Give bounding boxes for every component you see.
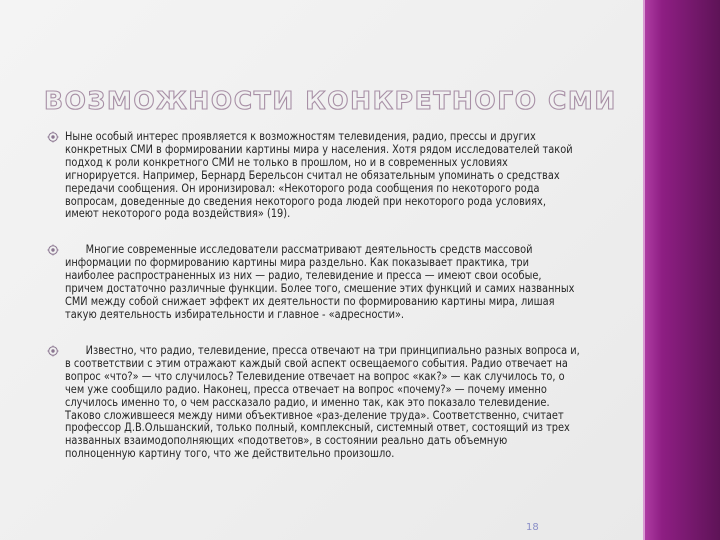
slide-title: ВОЗМОЖНОСТИ КОНКРЕТНОГО СМИ — [44, 86, 617, 115]
paragraph-1: Ныне особый интерес проявляется к возможностям телевидения, радио, прессы и других конкретных СМИ в формировании картины мира у населения. Хотя рядом исследователей такой подход к роли конкретного СМИ не только в прошлом, но и в современных условиях игнорируется. Например, Бернард Берельсон считал не обязательным упоминать о средствах передачи сообщения. Он иронизировал: «Некоторого рода сообщения по некоторого рода вопросам, доведенные до сведения некоторого рода людей при некоторого рода условиях, имеют некоторого рода воздействия» (19). — [65, 129, 573, 221]
page-number: 18 — [526, 522, 539, 533]
ornate-bullet-icon — [47, 131, 59, 143]
paragraph-2: Многие современные исследователи рассматривают деятельность средств массовой информации по формированию картины мира раздельно. Как показывает практика, три наиболее распространенных из них — радио, телевидение и пресса — имеют свои особые, причем достаточно различные функции. Более того, смешение этих функций и самих названных СМИ между собой снижает эффект их деятельности по формированию картины мира, лишая такую деятельность избирательности и главное - «адресности». — [65, 242, 575, 321]
paragraph-3: Известно, что радио, телевидение, пресса отвечают на три принципиально разных вопроса и, в соответствии с этим отражают каждый свой аспект освещаемого события. Радио отвечает на вопрос «что?» — что случилось? Телевидение отвечает на вопрос «как?» — как случилось то, о чем уже сообщило радио. Наконец, пресса отвечает на вопрос «почему?» — почему именно случилось именно то, о чем рассказало радио, и именно так, как это показало телевидение. Таково сложившееся между ними объективное «раз-деление труда». Соответственно, считает профессор Д.В.Ольшанский, только полный, комплексный, системный ответ, состоящий из трех названных взаимодополняющих «подответов», в состоянии реально дать объемную полноценную картину того, что же действительно произошло. — [65, 343, 580, 461]
side-bar-highlight — [643, 0, 645, 540]
ornate-bullet-icon — [47, 244, 59, 256]
ornate-bullet-icon — [47, 345, 59, 357]
decorative-side-bar — [643, 0, 720, 540]
